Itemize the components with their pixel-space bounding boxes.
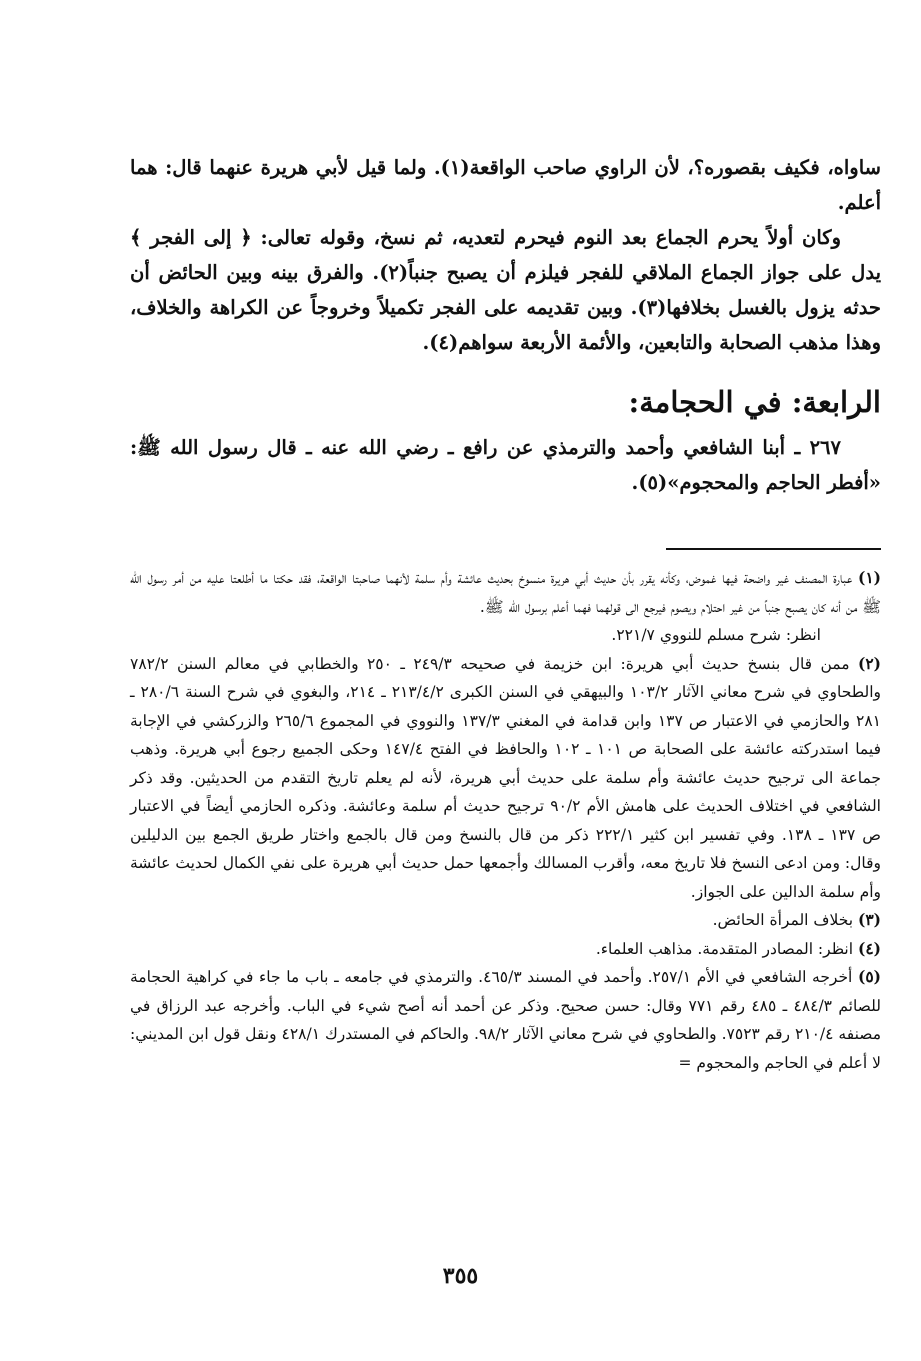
- footnote-2: [130, 650, 881, 907]
- footnote-3: [130, 906, 881, 935]
- main-paragraph-1: ساواه، فكيف بقصوره؟، لأن الراوي صاحب الواقعة(١). ولما قيل لأبي هريرة عنهما قال: هما أعلم.: [130, 156, 881, 214]
- page-number: ٣٥٥: [442, 1263, 479, 1289]
- footnote-number: (٢): [857, 653, 881, 673]
- hadith-text: ٢٦٧ ـ أبنا الشافعي وأحمد والترمذي عن رافع ـ رضي الله عنه ـ قال رسول الله ﷺ: «أفطر الحاجم والمحجوم»(٥).: [130, 436, 881, 494]
- section-heading: الرابعة: في الحجامة:: [628, 385, 881, 419]
- footnotes: [130, 564, 881, 1077]
- footnote-text: أخرجه الشافعي في الأم ٢٥٧/١. وأحمد في المسند ٤٦٥/٣. والترمذي في جامعه ـ باب ما جاء في كراهية الحجامة للصائم ٤٨٤/٣ ـ ٤٨٥ رقم ٧٧١ وقال: حسن صحيح. وذكر عن أحمد أنه أصح شيء في الباب. وأخرجه عبد الرزاق في مصنفه ٢١٠/٤ رقم ٧٥٢٣. والطحاوي في شرح معاني الآثار ٩٨/٢. والحاكم في المستدرك ٤٢٨/١ ونقل قول ابن المديني: لا أعلم في الحاجم والمحجوم =: [130, 968, 881, 1072]
- footnote-text: عبارة المصنف غير واضحة فيها غموض، وكأنه يقرر بأن حديث أبي هريرة منسوخ بحديث عائشة وأم سلمة لأنهما صاحبتا الواقعة، فقد حكتا ما أطلعتا عليه من أمر رسول الله ﷺ من أنه كان يصبح جنباً من غير احتلام ويصوم فيرجع الى قولهما فهما أعلم برسول الله ﷺ.: [130, 569, 881, 616]
- footnote-1: [130, 564, 881, 621]
- footnote-number: (٣): [857, 910, 881, 929]
- footnote-text: انظر: شرح مسلم للنووي ٢٢١/٧.: [611, 626, 821, 644]
- footnote-number: (٤): [857, 938, 881, 958]
- footnote-1-ref: [130, 621, 881, 650]
- footnote-text: بخلاف المرأة الحائض.: [712, 911, 854, 929]
- footnote-text: انظر: المصادر المتقدمة. مذاهب العلماء.: [595, 939, 854, 958]
- footnote-number: (١): [857, 568, 881, 587]
- footnote-text: ممن قال بنسخ حديث أبي هريرة: ابن خزيمة في صحيحه ٢٤٩/٣ ـ ٢٥٠ والخطابي في معالم السنن ٧٨٢/٢ والطحاوي في شرح معاني الآثار ١٠٣/٢ والبيهقي في السنن الكبرى ٢١٣/٤/٢ ـ ٢١٤، والبغوي في شرح السنة ٢٨٠/٦ ـ ٢٨١ والحازمي في الاعتبار ص ١٣٧ وابن قدامة في المغني ١٣٧/٣ والنووي في المجموع ٢٦٥/٦ والزركشي في الإجابة فيما استدركته عائشة على الصحابة ص ١٠١ ـ ١٠٢ والحافظ في الفتح ١٤٧/٤ وحكى الجميع رجوع أبي هريرة. وذهب جماعة الى ترجيح حديث عائشة وأم سلمة على حديث أبي هريرة، لأنه لم يعلم تاريخ التقدم من الحديثين. وقد ذكر الشافعي في اختلاف الحديث على هامش الأم ٩٠/٢ ترجيح حديث أم سلمة وعائشة. وذكره الحازمي أيضاً في الاعتبار ص ١٣٧ ـ ١٣٨. وفي تفسير ابن كثير ٢٢٢/١ ذكر من قال بالنسخ ومن قال بالجمع واختار طريق الجمع بين الدليلين وقال: ومن ادعى النسخ فلا تاريخ معه، وأقرب المسالك وأجمعها حمل حديث أبي هريرة على نفي الكمال لحديث عائشة وأم سلمة الدالين على الجواز.: [130, 654, 881, 901]
- main-paragraph-2: وكان أولاً يحرم الجماع بعد النوم فيحرم لتعديه، ثم نسخ، وقوله تعالى: ﴿ إلى الفجر ﴾ يدل على جواز الجماع الملاقي للفجر فيلزم أن يصبح جنباً(٢). والفرق بينه وبين الحائض أن حدثه يزول بالغسل بخلافها(٣). وبين تقديمه على الفجر تكميلاً وخروجاً عن الكراهة والخلاف، وهذا مذهب الصحابة والتابعين، والأئمة الأربعة سواهم(٤).: [130, 226, 881, 354]
- footnote-number: (٥): [858, 967, 882, 986]
- footnote-5: [130, 963, 881, 1077]
- page-content: [130, 150, 881, 1077]
- footnote-4: [130, 935, 881, 964]
- footnote-separator: [666, 548, 881, 550]
